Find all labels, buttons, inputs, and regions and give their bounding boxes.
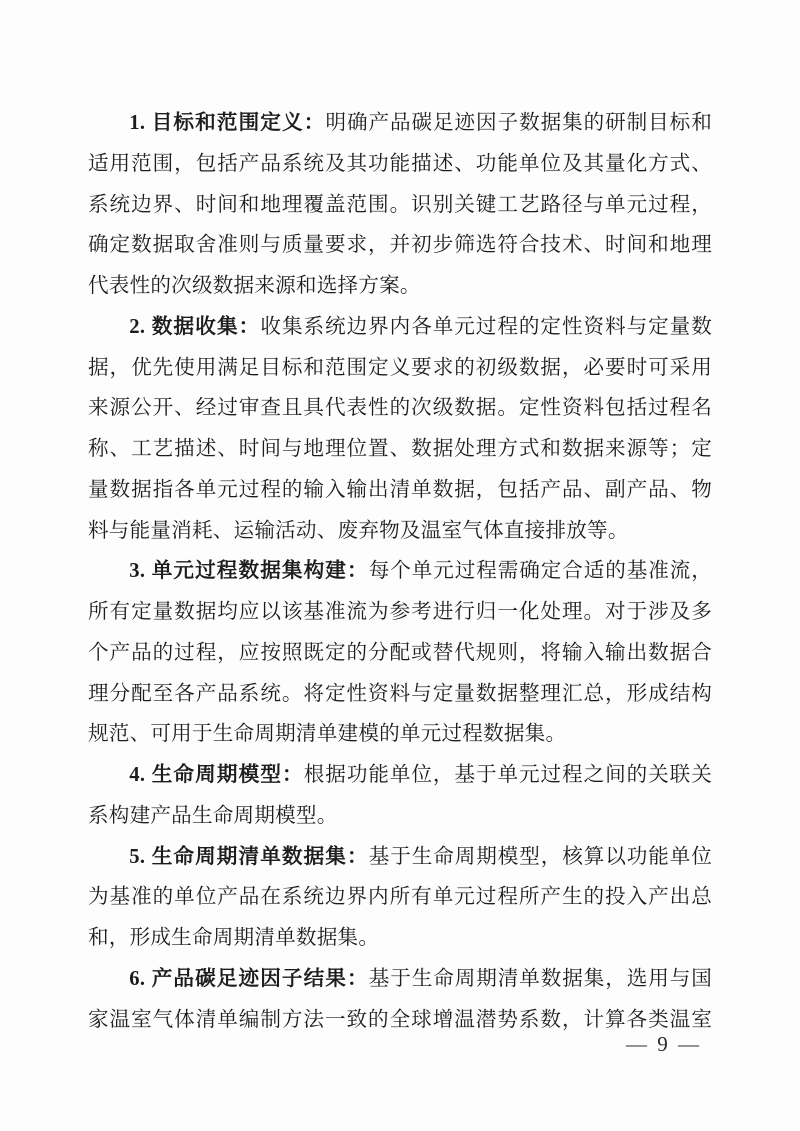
item-heading: 5. 生命周期清单数据集：	[129, 845, 369, 868]
item-heading: 6. 产品碳足迹因子结果：	[129, 967, 369, 990]
paragraph-3	[88, 551, 712, 755]
paragraph-5	[88, 837, 712, 959]
text-line: 据，优先使用满足目标和范围定义要求的初级数据，必要时可采用	[88, 356, 712, 379]
text-line: 5. 生命周期清单数据集：基于生命周期模型，核算以功能单位	[129, 845, 712, 868]
paragraph-1	[88, 103, 712, 307]
item-heading: 3. 单元过程数据集构建：	[129, 560, 369, 583]
text-line: 系构建产品生命周期模型。	[88, 804, 338, 827]
text-line: 系统边界、时间和地理覆盖范围。识别关键工艺路径与单元过程，	[88, 193, 712, 216]
text-line: 来源公开、经过审查且具代表性的次级数据。定性资料包括过程名	[88, 397, 712, 420]
text-line: 4. 生命周期模型：根据功能单位，基于单元过程之间的关联关	[129, 764, 712, 786]
text-line: 个产品的过程，应按照既定的分配或替代规则，将输入输出数据合	[88, 641, 712, 664]
item-heading: 1. 目标和范围定义：	[129, 112, 326, 134]
text-line: 为基准的单位产品在系统边界内所有单元过程所产生的投入产出总	[88, 886, 712, 909]
text-line: 量数据指各单元过程的输入输出清单数据，包括产品、副产品、物	[88, 478, 712, 501]
document-body	[88, 103, 712, 1040]
item-heading: 4. 生命周期模型：	[129, 764, 304, 786]
paragraph-2	[88, 307, 712, 552]
page-number: — 9 —	[626, 1032, 699, 1056]
text-line: 适用范围，包括产品系统及其功能描述、功能单位及其量化方式、	[88, 152, 712, 175]
text-line: 2. 数据收集：收集系统边界内各单元过程的定性资料与定量数	[129, 315, 712, 338]
text-line: 6. 产品碳足迹因子结果：基于生命周期清单数据集，选用与国	[129, 967, 712, 990]
text-line: 确定数据取舍准则与质量要求，并初步筛选符合技术、时间和地理	[88, 234, 712, 257]
item-heading: 2. 数据收集：	[129, 315, 261, 338]
text-line: 1. 目标和范围定义：明确产品碳足迹因子数据集的研制目标和	[129, 112, 712, 134]
text-line: 3. 单元过程数据集构建：每个单元过程需确定合适的基准流，	[129, 560, 712, 583]
text-line: 和，形成生命周期清单数据集。	[88, 927, 380, 949]
paragraph-6	[88, 959, 712, 1041]
text-line: 代表性的次级数据来源和选择方案。	[88, 275, 421, 297]
text-line: 称、工艺描述、时间与地理位置、数据处理方式和数据来源等；定	[88, 438, 712, 460]
text-line: 理分配至各产品系统。将定性资料与定量数据整理汇总，形成结构	[88, 682, 712, 705]
paragraph-4	[88, 755, 712, 837]
text-line: 规范、可用于生命周期清单建模的单元过程数据集。	[88, 723, 567, 746]
page-footer	[626, 1029, 699, 1059]
text-line: 家温室气体清单编制方法一致的全球增温潜势系数，计算各类温室	[88, 1008, 712, 1031]
text-line: 料与能量消耗、运输活动、废弃物及温室气体直接排放等。	[88, 519, 629, 542]
text-line: 所有定量数据均应以该基准流为参考进行归一化处理。对于涉及多	[88, 601, 712, 623]
